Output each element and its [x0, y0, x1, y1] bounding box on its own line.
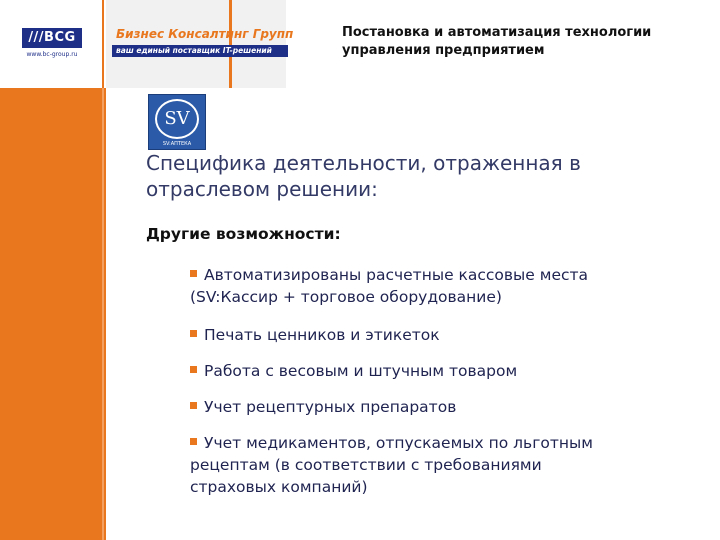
- bullet-square-icon: [190, 366, 197, 373]
- bullet-square-icon: [190, 270, 197, 277]
- bullet-item: [190, 324, 690, 346]
- bullet-line: [190, 396, 690, 418]
- bullet-square-icon: [190, 438, 197, 445]
- slide-header: [0, 0, 720, 88]
- bullet-text: Учет рецептурных препаратов: [204, 398, 457, 416]
- header-title-line-2: управления предприятием: [342, 43, 545, 58]
- bullet-item: [190, 360, 690, 382]
- header-divider-left: [102, 0, 104, 88]
- header-title: [342, 24, 712, 60]
- bullet-line: [190, 264, 690, 286]
- bullet-text: Автоматизированы расчетные кассовые места: [204, 266, 589, 284]
- bullet-item: [190, 264, 690, 308]
- sv-logo-letters: SV: [155, 99, 199, 139]
- bcg-logo-text: ///BCG: [22, 28, 82, 48]
- bullet-line: [190, 324, 690, 346]
- bullet-square-icon: [190, 402, 197, 409]
- bcg-logo-url: www.bc-group.ru: [26, 51, 78, 58]
- header-title-line-1: Постановка и автоматизация технологии: [342, 25, 652, 40]
- bullet-line: [190, 360, 690, 382]
- slide-title-line-2: отраслевом решении:: [146, 177, 378, 201]
- subheading: Другие возможности:: [146, 225, 341, 243]
- header-divider-right: [229, 0, 232, 88]
- company-name: Бизнес Консалтинг Групп: [116, 27, 294, 41]
- bullet-line: страховых компаний): [190, 478, 368, 496]
- bullet-line: [190, 432, 690, 454]
- bcg-logo: [22, 28, 82, 62]
- bullet-text: Учет медикаментов, отпускаемых по льготным: [204, 434, 593, 452]
- bullet-line: рецептам (в соответствии с требованиями: [190, 456, 542, 474]
- sv-logo-caption: SV:АПТЕКА: [162, 141, 192, 147]
- bullet-text: Работа с весовым и штучным товаром: [204, 362, 518, 380]
- slide-title-line-1: Специфика деятельности, отраженная в: [146, 151, 581, 175]
- bullet-item: [190, 396, 690, 418]
- sv-apteka-logo: [148, 94, 206, 150]
- bullet-square-icon: [190, 330, 197, 337]
- bullet-text: Печать ценников и этикеток: [204, 326, 440, 344]
- company-slogan: ваш единый поставщик IT-решений: [112, 45, 288, 57]
- slide-title: [146, 150, 666, 202]
- bullet-item: [190, 432, 690, 498]
- header-company-area: [106, 0, 294, 88]
- bullet-line: (SV:Кассир + торговое оборудование): [190, 288, 502, 306]
